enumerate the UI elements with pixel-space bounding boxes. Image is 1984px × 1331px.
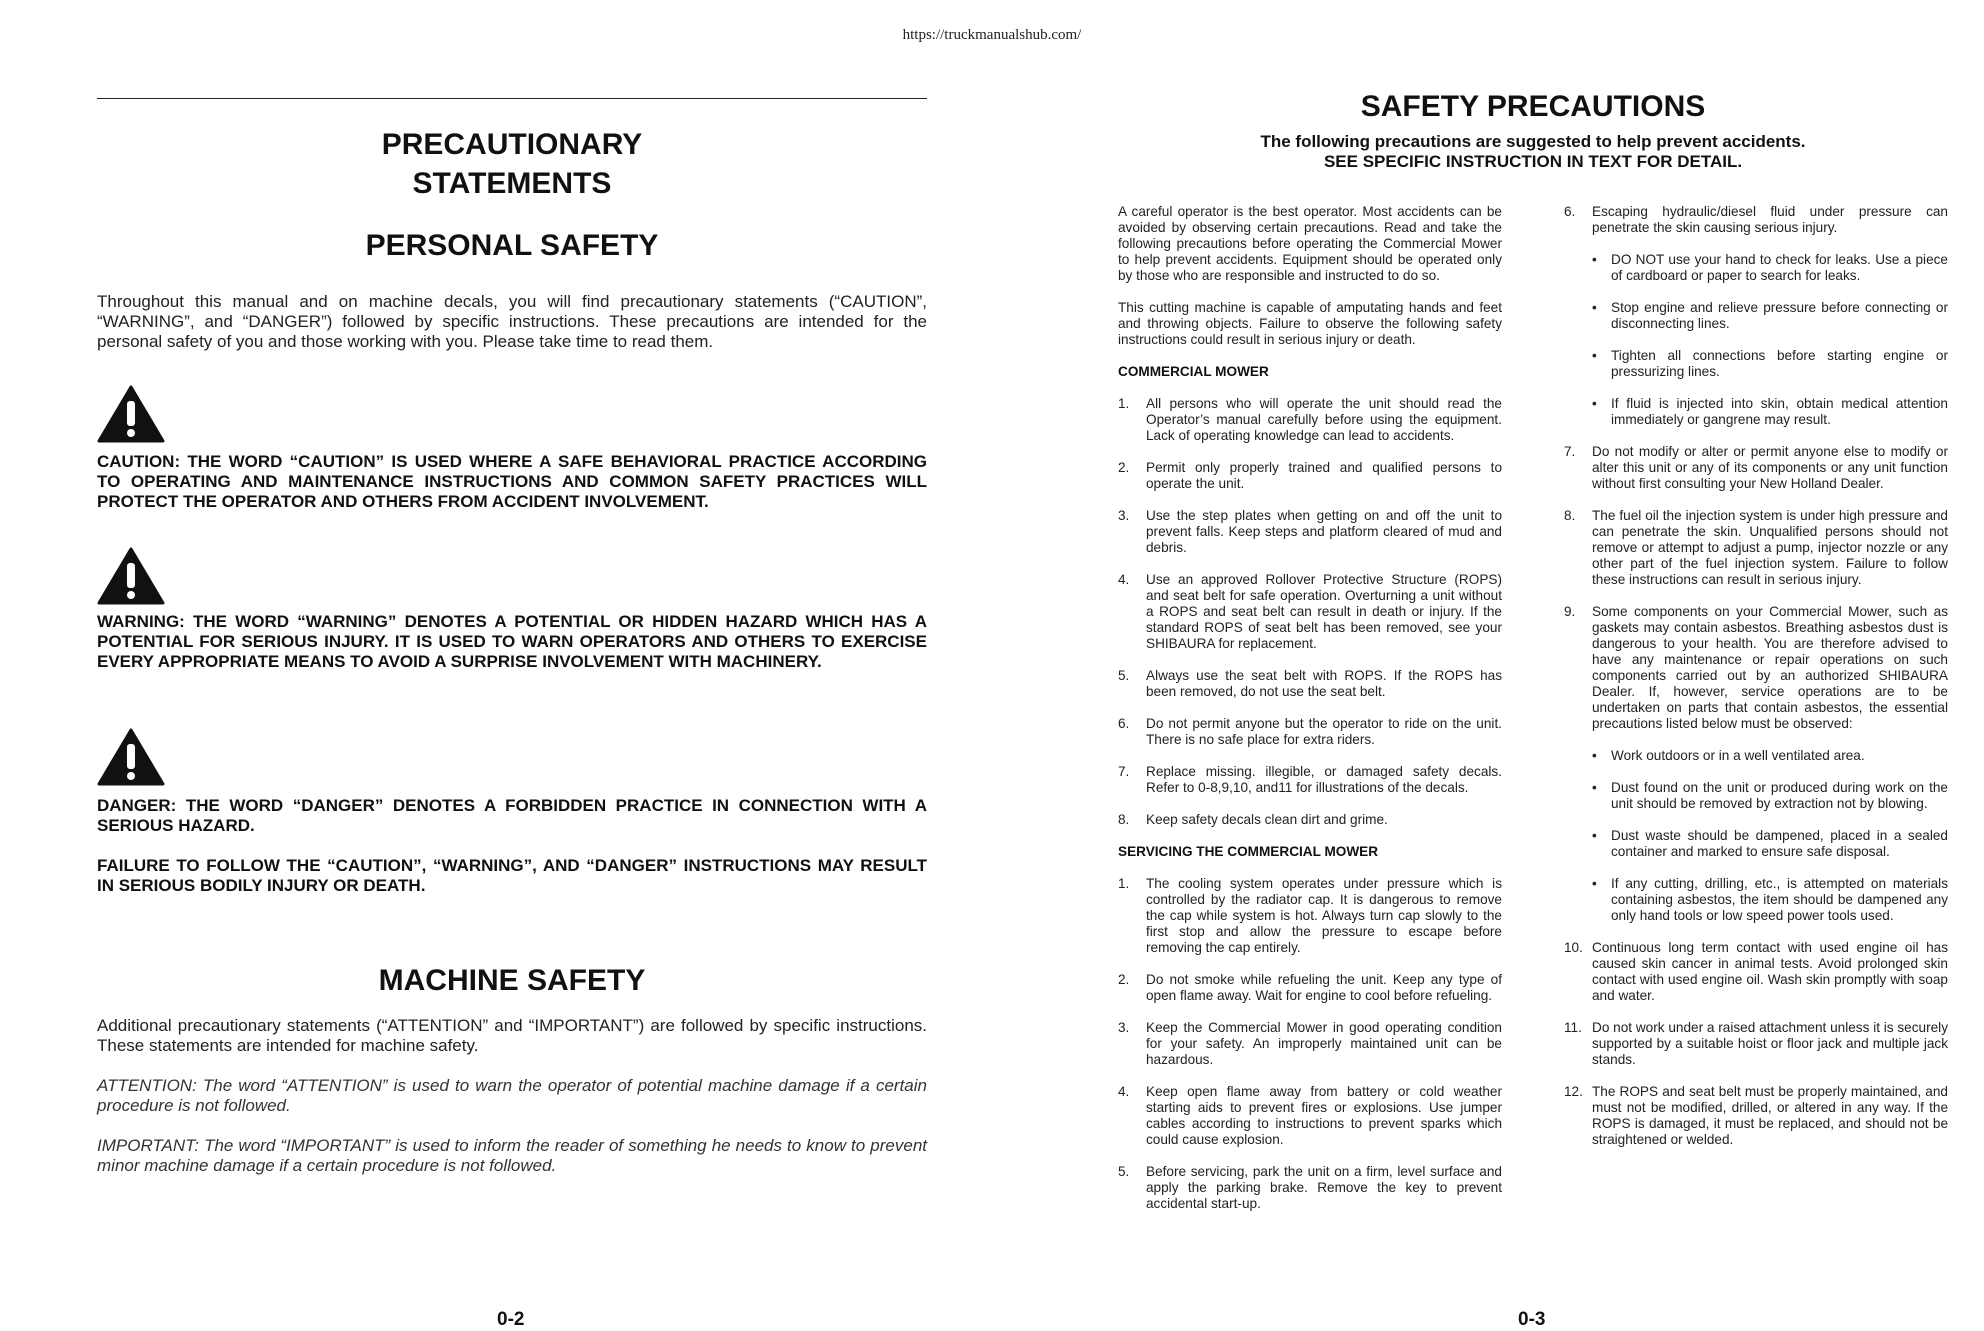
list-number: 5.: [1118, 668, 1130, 683]
list-text: Do not smoke while refueling the unit. Keep any type of open flame away. Wait for engine to cool before refueling.: [1146, 972, 1502, 1003]
list-text: Escaping hydraulic/diesel fluid under pressure can penetrate the skin causing serious injury.: [1592, 204, 1948, 235]
attention-statement: ATTENTION: The word “ATTENTION” is used to warn the operator of potential machine damage if a certain procedure is not followed.: [97, 1076, 927, 1115]
right-page: [1118, 0, 1948, 1330]
bullet-item: [1592, 252, 1948, 284]
list-text: Use the step plates when getting on and off the unit to prevent falls. Keep steps and platform cleared of mud and debris.: [1146, 508, 1502, 555]
bullet-text: Dust waste should be dampened, placed in a sealed container and marked to ensure safe disposal.: [1611, 828, 1948, 859]
bullet-dot: •: [1592, 748, 1597, 763]
list-item: [1564, 204, 1948, 236]
personal-safety-title: PERSONAL SAFETY: [365, 229, 659, 262]
list-number: 12.: [1564, 1084, 1583, 1099]
intro-paragraph-1: A careful operator is the best operator. Most accidents can be avoided by observing certain precautions. Read and take the following precautions before operating the Commercial Mower to help prevent accidents. Equipment should be operated only by those who are responsible and instructed to do so.: [1118, 204, 1502, 283]
list-text: Keep the Commercial Mower in good operating condition for your safety. An improperly maintained unit can be hazardous.: [1146, 1020, 1502, 1067]
left-page: [97, 0, 927, 1330]
list-item: [1564, 940, 1948, 1004]
list-item: [1118, 972, 1502, 1004]
warning-statement: WARNING: THE WORD “WARNING” DENOTES A POTENTIAL OR HIDDEN HAZARD WHICH HAS A POTENTIAL FOR SERIOUS INJURY. IT IS USED TO WARN OPERATORS AND OTHERS TO EXERCISE EVERY APPROPRIATE MEANS TO AVOID A SURPRISE INVOLVEMENT WITH MACHINERY.: [97, 612, 927, 671]
intro-paragraph-2: This cutting machine is capable of amputating hands and feet and throwing objects. Failure to observe the following safety instructions could result in serious injury or death.: [1118, 300, 1502, 347]
list-item: [1118, 460, 1502, 492]
column-left: [1118, 204, 1502, 1228]
list-text: Continuous long term contact with used engine oil has caused skin cancer in animal tests. Avoid prolonged skin contact with used engine oil. Wash skin promptly with soap and water.: [1592, 940, 1948, 1003]
list-text: Some components on your Commercial Mower, such as gaskets may contain asbestos. Breathing asbestos dust is dangerous to your health. You are therefore advised to have any maintenance or repair operations on such components carried out by an authorized SHIBAURA Dealer. If, however, service operations are to be undertaken on parts that contain asbestos, the essential precautions listed below must be observed:: [1592, 604, 1948, 731]
column-right: [1564, 204, 1948, 1164]
list-number: 6.: [1564, 204, 1576, 219]
list-item: [1564, 1084, 1948, 1148]
page-number-left: 0-2: [497, 1309, 525, 1330]
header-url: https://truckmanualshub.com/: [902, 27, 1082, 43]
list-number: 4.: [1118, 1084, 1130, 1099]
list-number: 1.: [1118, 876, 1130, 891]
bullet-text: Dust found on the unit or produced during work on the unit should be removed by extraction not by blowing.: [1611, 780, 1948, 811]
list-text: Replace missing. illegible, or damaged safety decals. Refer to 0-8,9,10, and11 for illustrations of the decals.: [1146, 764, 1502, 795]
bullet-dot: •: [1592, 252, 1597, 267]
safety-precautions-title: SAFETY PRECAUTIONS: [1360, 90, 1706, 123]
list-text: Use an approved Rollover Protective Structure (ROPS) and seat belt for safe operation. Overturning a unit without a ROPS and seat belt can result in death or injury. If the standard ROPS of seat belt has been removed, see your SHIBAURA for replacement.: [1146, 572, 1502, 651]
list-item: [1118, 1020, 1502, 1068]
list-text: All persons who will operate the unit should read the Operator’s manual carefully before using the equipment. Lack of operating knowledge can lead to accidents.: [1146, 396, 1502, 443]
warning-triangle-icon: [97, 727, 165, 787]
list-number: 5.: [1118, 1164, 1130, 1179]
machine-safety-intro: Additional precautionary statements (“ATTENTION” and “IMPORTANT”) are followed by specific instructions. These statements are intended for machine safety.: [97, 1016, 927, 1055]
bullet-item: [1592, 828, 1948, 860]
danger-statement: DANGER: THE WORD “DANGER” DENOTES A FORBIDDEN PRACTICE IN CONNECTION WITH A SERIOUS HAZARD.: [97, 796, 927, 835]
list-number: 2.: [1118, 460, 1130, 475]
list-text: The fuel oil the injection system is under high pressure and can penetrate the skin. Unqualified persons should not remove or attempt to adjust a pump, injector nozzle or any other part of the fuel injection system. Failure to follow these instructions can result in serious injury.: [1592, 508, 1948, 587]
safety-precautions-subtitle-1: The following precautions are suggested to help prevent accidents.: [1260, 132, 1806, 151]
list-text: The cooling system operates under pressure which is controlled by the radiator cap. It is dangerous to remove the cap while system is hot. Always turn cap slowly to the first stop and allow the pressure to escape before removing the cap entirely.: [1146, 876, 1502, 955]
list-number: 7.: [1564, 444, 1576, 459]
list-text: Always use the seat belt with ROPS. If the ROPS has been removed, do not use the seat belt.: [1146, 668, 1502, 699]
list-text: Permit only properly trained and qualified persons to operate the unit.: [1146, 460, 1502, 491]
list-item: [1118, 1164, 1502, 1212]
list-text: Do not permit anyone but the operator to ride on the unit. There is no safe place for extra riders.: [1146, 716, 1502, 747]
list-text: Do not work under a raised attachment unless it is securely supported by a suitable hoist or floor jack and multiple jack stands.: [1592, 1020, 1948, 1067]
bullet-dot: •: [1592, 348, 1597, 363]
list-number: 6.: [1118, 716, 1130, 731]
safety-precautions-subtitle-2: SEE SPECIFIC INSTRUCTION IN TEXT FOR DETAIL.: [1323, 152, 1743, 171]
list-number: 4.: [1118, 572, 1130, 587]
list-number: 1.: [1118, 396, 1130, 411]
section-heading-commercial-mower: COMMERCIAL MOWER: [1118, 364, 1269, 379]
bullet-text: Stop engine and relieve pressure before connecting or disconnecting lines.: [1611, 300, 1948, 331]
list-number: 3.: [1118, 508, 1130, 523]
list-item: [1118, 876, 1502, 956]
list-item: [1564, 444, 1948, 492]
list-item: [1118, 668, 1502, 700]
bullet-dot: •: [1592, 780, 1597, 795]
list-number: 9.: [1564, 604, 1576, 619]
list-item: [1564, 604, 1948, 732]
bullet-dot: •: [1592, 828, 1597, 843]
list-text: Before servicing, park the unit on a firm, level surface and apply the parking brake. Remove the key to prevent accidental start-up.: [1146, 1164, 1502, 1211]
top-rule: [97, 98, 927, 99]
list-number: 11.: [1564, 1020, 1582, 1035]
list-number: 8.: [1118, 812, 1130, 827]
list-text: Do not modify or alter or permit anyone else to modify or alter this unit or any of its components or any unit function without first consulting your New Holland Dealer.: [1592, 444, 1948, 491]
bullet-item: [1592, 348, 1948, 380]
failure-statement: FAILURE TO FOLLOW THE “CAUTION”, “WARNING”, AND “DANGER” INSTRUCTIONS MAY RESULT IN SERIOUS BODILY INJURY OR DEATH.: [97, 856, 927, 895]
list-item: [1118, 572, 1502, 652]
warning-triangle-icon: [97, 546, 165, 606]
page-number-right: 0-3: [1518, 1309, 1546, 1330]
machine-safety-title: MACHINE SAFETY: [378, 964, 646, 997]
list-item: [1118, 1084, 1502, 1148]
list-text: Keep safety decals clean dirt and grime.: [1146, 812, 1388, 827]
bullet-item: [1592, 780, 1948, 812]
list-number: 7.: [1118, 764, 1130, 779]
bullet-dot: •: [1592, 300, 1597, 315]
list-item: [1118, 716, 1502, 748]
bullet-text: If any cutting, drilling, etc., is attempted on materials containing asbestos, the item should be dampened any only hand tools or low speed power tools used.: [1611, 876, 1948, 923]
bullet-item: [1592, 876, 1948, 924]
list-item: [1564, 508, 1948, 588]
important-statement: IMPORTANT: The word “IMPORTANT” is used to inform the reader of something he needs to know to prevent minor machine damage if a certain procedure is not followed.: [97, 1136, 927, 1175]
list-text: The ROPS and seat belt must be properly maintained, and must not be modified, drilled, or altered in any way. If the ROPS is damaged, it must be replaced, and should not be straightened or welded.: [1592, 1084, 1948, 1147]
list-number: 2.: [1118, 972, 1130, 987]
bullet-item: [1592, 300, 1948, 332]
bullet-text: Tighten all connections before starting engine or pressurizing lines.: [1611, 348, 1948, 379]
list-item: [1118, 812, 1502, 828]
list-number: 3.: [1118, 1020, 1130, 1035]
list-item: [1118, 764, 1502, 796]
bullet-text: Work outdoors or in a well ventilated area.: [1611, 748, 1865, 763]
personal-safety-intro: Throughout this manual and on machine decals, you will find precautionary statements (“CAUTION”, “WARNING”, and “DANGER”) followed by specific instructions. These precautions are intended for the personal safety of you and those working with you. Please take time to read them.: [97, 292, 927, 351]
list-item: [1564, 1020, 1948, 1068]
list-item: [1118, 508, 1502, 556]
warning-triangle-icon: [97, 384, 165, 444]
bullet-text: If fluid is injected into skin, obtain medical attention immediately or gangrene may result.: [1611, 396, 1948, 427]
list-number: 10.: [1564, 940, 1583, 955]
list-item: [1118, 396, 1502, 444]
list-number: 8.: [1564, 508, 1576, 523]
bullet-text: DO NOT use your hand to check for leaks. Use a piece of cardboard or paper to search for leaks.: [1611, 252, 1948, 283]
bullet-dot: •: [1592, 396, 1597, 411]
caution-statement: CAUTION: THE WORD “CAUTION” IS USED WHERE A SAFE BEHAVIORAL PRACTICE ACCORDING TO OPERATING AND MAINTENANCE INSTRUCTIONS AND COMMON SAFETY PRACTICES WILL PROTECT THE OPERATOR AND OTHERS FROM ACCIDENT INVOLVEMENT.: [97, 452, 927, 511]
section-heading-servicing: SERVICING THE COMMERCIAL MOWER: [1118, 844, 1379, 859]
list-text: Keep open flame away from battery or cold weather starting aids to prevent fires or explosions. Use jumper cables according to instructions to prevent sparks which could cause explosion.: [1146, 1084, 1502, 1147]
bullet-dot: •: [1592, 876, 1597, 891]
precautionary-title-line1: PRECAUTIONARY: [381, 128, 643, 161]
bullet-item: [1592, 396, 1948, 428]
precautionary-title-line2: STATEMENTS: [412, 167, 612, 200]
bullet-item: [1592, 748, 1948, 764]
